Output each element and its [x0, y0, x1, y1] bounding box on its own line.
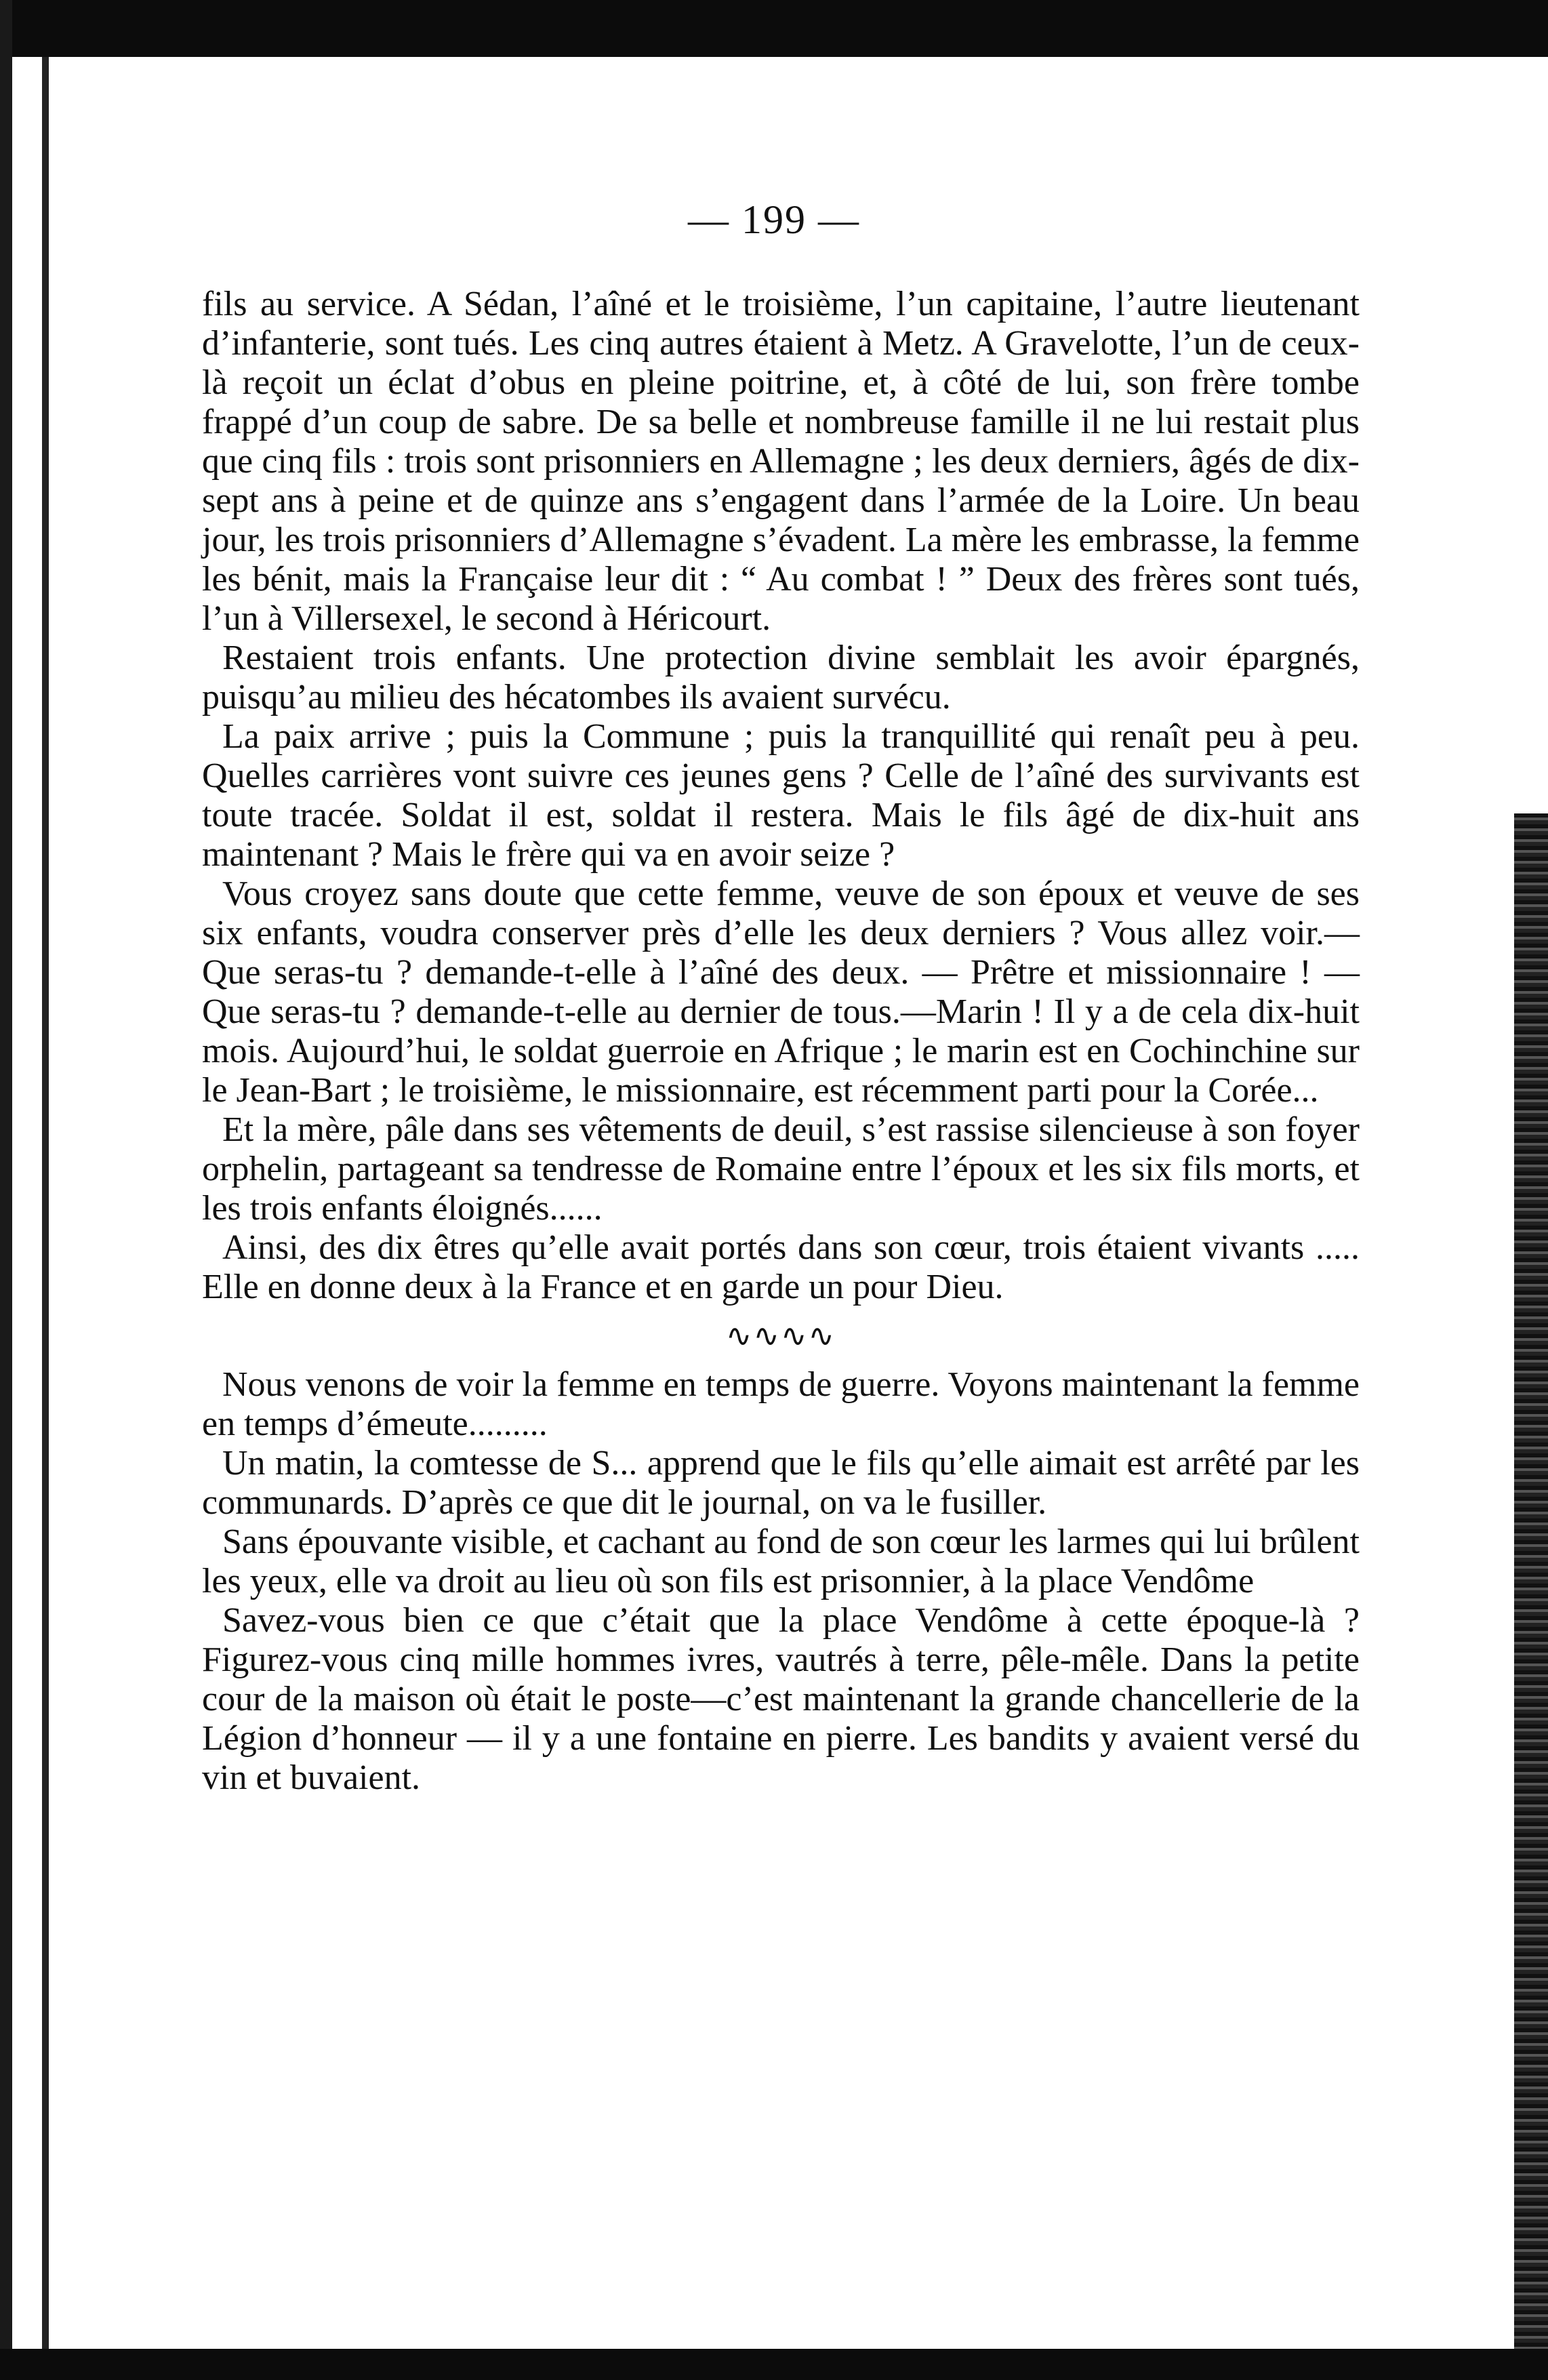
paragraph: Et la mère, pâle dans ses vêtements de deuil, s’est rassise silencieuse à son foyer orphelin, partageant sa tendresse de Romaine entre l’époux et les six fils morts, et les trois enfants éloignés...... — [202, 1110, 1360, 1228]
paragraph: Ainsi, des dix êtres qu’elle avait portés dans son cœur, trois étaient vivants ..... Elle en donne deux à la France et en garde un pour Dieu. — [202, 1228, 1360, 1306]
scan-top-edge — [0, 0, 1548, 57]
paragraph: Vous croyez sans doute que cette femme, veuve de son époux et veuve de ses six enfants, voudra conserver près d’elle les deux derniers ? Vous allez voir.—Que seras-tu ? demande-t-elle à l’aîné des deux. — Prêtre et missionnaire ! — Que seras-tu ? demande-t-elle au dernier de tous.—Marin ! Il y a de cela dix-huit mois. Aujourd’hui, le soldat guerroie en Afrique ; le marin est en Cochinchine sur le Jean-Bart ; le troisième, le missionnaire, est récemment parti pour la Corée... — [202, 874, 1360, 1110]
scan-bottom-edge — [0, 2349, 1548, 2380]
paragraph: fils au service. A Sédan, l’aîné et le troisième, l’un capitaine, l’autre lieutenant d’infanterie, sont tués. Les cinq autres étaient à Metz. A Gravelotte, l’un de ceux-là reçoit un éclat d’obus en pleine poitrine, et, à côté de lui, son frère tombe frappé d’un coup de sabre. De sa belle et nombreuse famille il ne lui restait plus que cinq fils : trois sont prisonniers en Allemagne ; les deux derniers, âgés de dix-sept ans à peine et de quinze ans s’engagent dans l’armée de la Loire. Un beau jour, les trois prisonniers d’Allemagne s’évadent. La mère les embrasse, la femme les bénit, mais la Française leur dit : “ Au combat ! ” Deux des frères sont tués, l’un à Villersexel, le second à Héricourt. — [202, 285, 1360, 638]
section-separator: ∿∿∿∿ — [725, 1318, 836, 1353]
scan-right-edge — [1514, 813, 1548, 2380]
paragraph: Savez-vous bien ce que c’était que la place Vendôme à cette époque-là ? Figurez-vous cinq mille hommes ivres, vautrés à terre, pêle-mêle. Dans la petite cour de la maison où était le poste—c’est maintenant la grande chancellerie de la Légion d’honneur — il y a une fontaine en pierre. Les bandits y avaient versé du vin et buvaient. — [202, 1601, 1360, 1797]
paragraph: La paix arrive ; puis la Commune ; puis la tranquillité qui renaît peu à peu. Quelles carrières vont suivre ces jeunes gens ? Celle de l’aîné des survivants est toute tracée. Soldat il est, soldat il restera. Mais le fils âgé de dix-huit ans maintenant ? Mais le frère qui va en avoir seize ? — [202, 717, 1360, 874]
paragraph: Sans épouvante visible, et cachant au fond de son cœur les larmes qui lui brûlent les yeux, elle va droit au lieu où son fils est prisonnier, à la place Vendôme — [202, 1522, 1360, 1600]
paragraph: Restaient trois enfants. Une protection divine semblait les avoir épargnés, puisqu’au milieu des hécatombes ils avaient survécu. — [202, 639, 1360, 717]
scan-binding-shadow — [42, 57, 49, 2380]
scan-left-edge — [0, 0, 12, 2380]
page-number: — 199 — — [688, 197, 860, 242]
paragraph: Un matin, la comtesse de S... apprend que le fils qu’elle aimait est arrêté par les communards. D’après ce que dit le journal, on va le fusiller. — [202, 1444, 1360, 1522]
paragraph: Nous venons de voir la femme en temps de guerre. Voyons maintenant la femme en temps d’émeute......... — [202, 1365, 1360, 1443]
page-body — [202, 285, 1360, 1798]
